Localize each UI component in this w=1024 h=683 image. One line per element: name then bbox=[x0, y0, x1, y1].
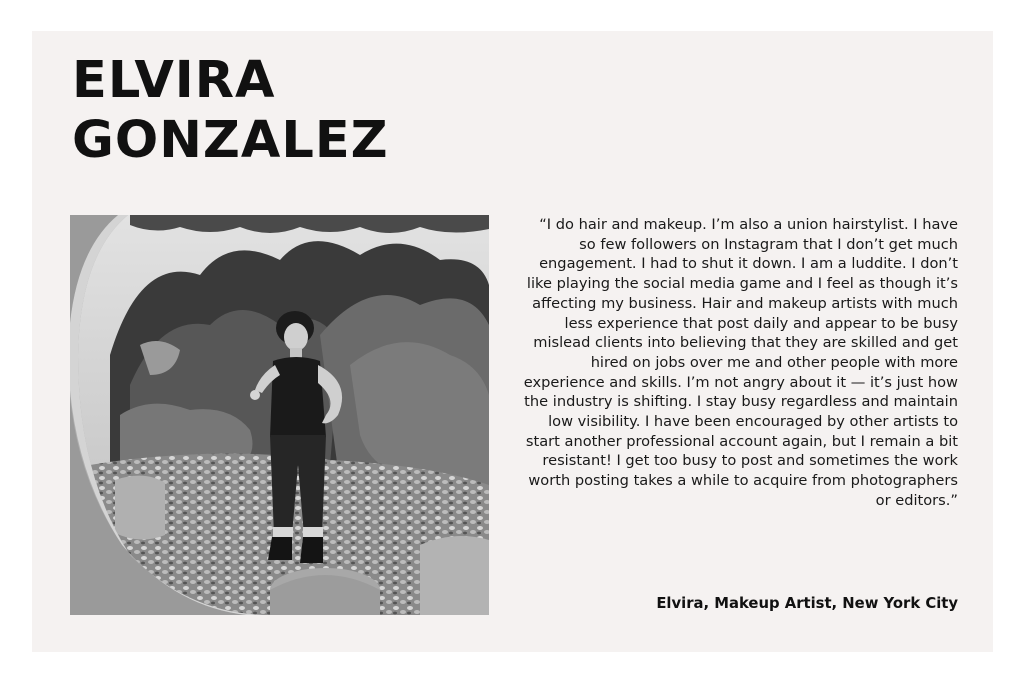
person-name bbox=[72, 51, 389, 171]
last-name: GONZALEZ bbox=[72, 111, 389, 170]
quote-attribution: Elvira, Makeup Artist, New York City bbox=[656, 595, 958, 612]
first-name: ELVIRA bbox=[72, 51, 276, 110]
profile-card bbox=[32, 31, 993, 652]
portrait-photo bbox=[70, 215, 489, 615]
quote-text: “I do hair and makeup. I’m also a union hairstylist. I have so few followers on Instagram that I don’t get much engagement. I had to shut it down. I am a luddite. I don’t like playing the social media game and I feel as though it’s affecting my business. Hair and makeup artists with much less experience that post daily and appear to be busy mislead clients into believing that they are skilled and get hired on jobs over me and other people with more experience and skills. I’m not angry about it — it’s just how the industry is shifting. I stay busy regardless and maintain low visibility. I have been encouraged by other artists to start another professional account again, but I remain a bit resistant! I get too busy to post and sometimes the work worth posting takes a while to acquire from photographers or editors.” bbox=[523, 216, 958, 509]
